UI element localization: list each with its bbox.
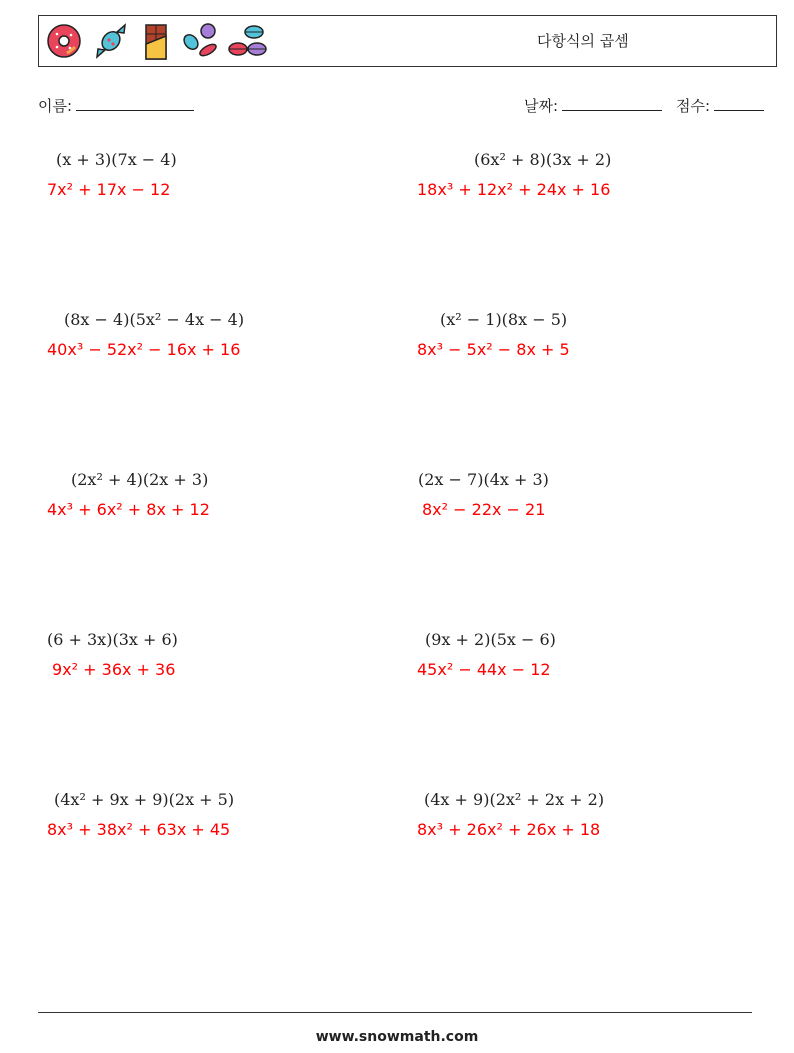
worksheet-header bbox=[38, 15, 777, 67]
problem-5: (2x² + 4)(2x + 3) bbox=[71, 470, 209, 489]
answer-2: 18x³ + 12x² + 24x + 16 bbox=[417, 180, 611, 199]
chocolate-bar-icon bbox=[141, 22, 171, 62]
date-label: 날짜: bbox=[524, 97, 559, 115]
score-blank[interactable] bbox=[714, 94, 764, 111]
date-blank[interactable] bbox=[562, 94, 662, 111]
page-title: 다항식의 곱셈 bbox=[537, 32, 629, 50]
answer-7: 9x² + 36x + 36 bbox=[52, 660, 176, 679]
problem-7: (6 + 3x)(3x + 6) bbox=[47, 630, 178, 649]
problem-10: (4x + 9)(2x² + 2x + 2) bbox=[424, 790, 605, 809]
answer-4: 8x³ − 5x² − 8x + 5 bbox=[417, 340, 570, 359]
problem-1: (x + 3)(7x − 4) bbox=[56, 150, 177, 169]
donut-icon bbox=[45, 22, 83, 60]
problem-4: (x² − 1)(8x − 5) bbox=[440, 310, 568, 329]
problem-8: (9x + 2)(5x − 6) bbox=[425, 630, 556, 649]
answer-3: 40x³ − 52x² − 16x + 16 bbox=[47, 340, 241, 359]
name-field bbox=[38, 94, 194, 116]
answer-6: 8x² − 22x − 21 bbox=[422, 500, 546, 519]
answer-9: 8x³ + 38x² + 63x + 45 bbox=[47, 820, 231, 839]
name-blank[interactable] bbox=[76, 94, 194, 111]
date-field bbox=[524, 94, 662, 116]
score-label: 점수: bbox=[676, 97, 711, 115]
answer-5: 4x³ + 6x² + 8x + 12 bbox=[47, 500, 210, 519]
footer-url[interactable]: www.snowmath.com bbox=[315, 1029, 479, 1045]
candy-icon bbox=[93, 22, 129, 60]
answer-1: 7x² + 17x − 12 bbox=[47, 180, 171, 199]
problem-2: (6x² + 8)(3x + 2) bbox=[474, 150, 612, 169]
problem-9: (4x² + 9x + 9)(2x + 5) bbox=[54, 790, 235, 809]
answer-10: 8x³ + 26x² + 26x + 18 bbox=[417, 820, 601, 839]
candies-icon bbox=[181, 22, 221, 62]
score-field bbox=[676, 94, 764, 116]
problem-3: (8x − 4)(5x² − 4x − 4) bbox=[64, 310, 245, 329]
answer-8: 45x² − 44x − 12 bbox=[417, 660, 551, 679]
problem-6: (2x − 7)(4x + 3) bbox=[418, 470, 549, 489]
footer-divider bbox=[38, 1012, 752, 1013]
name-label: 이름: bbox=[38, 97, 73, 115]
macarons-icon bbox=[227, 22, 269, 62]
